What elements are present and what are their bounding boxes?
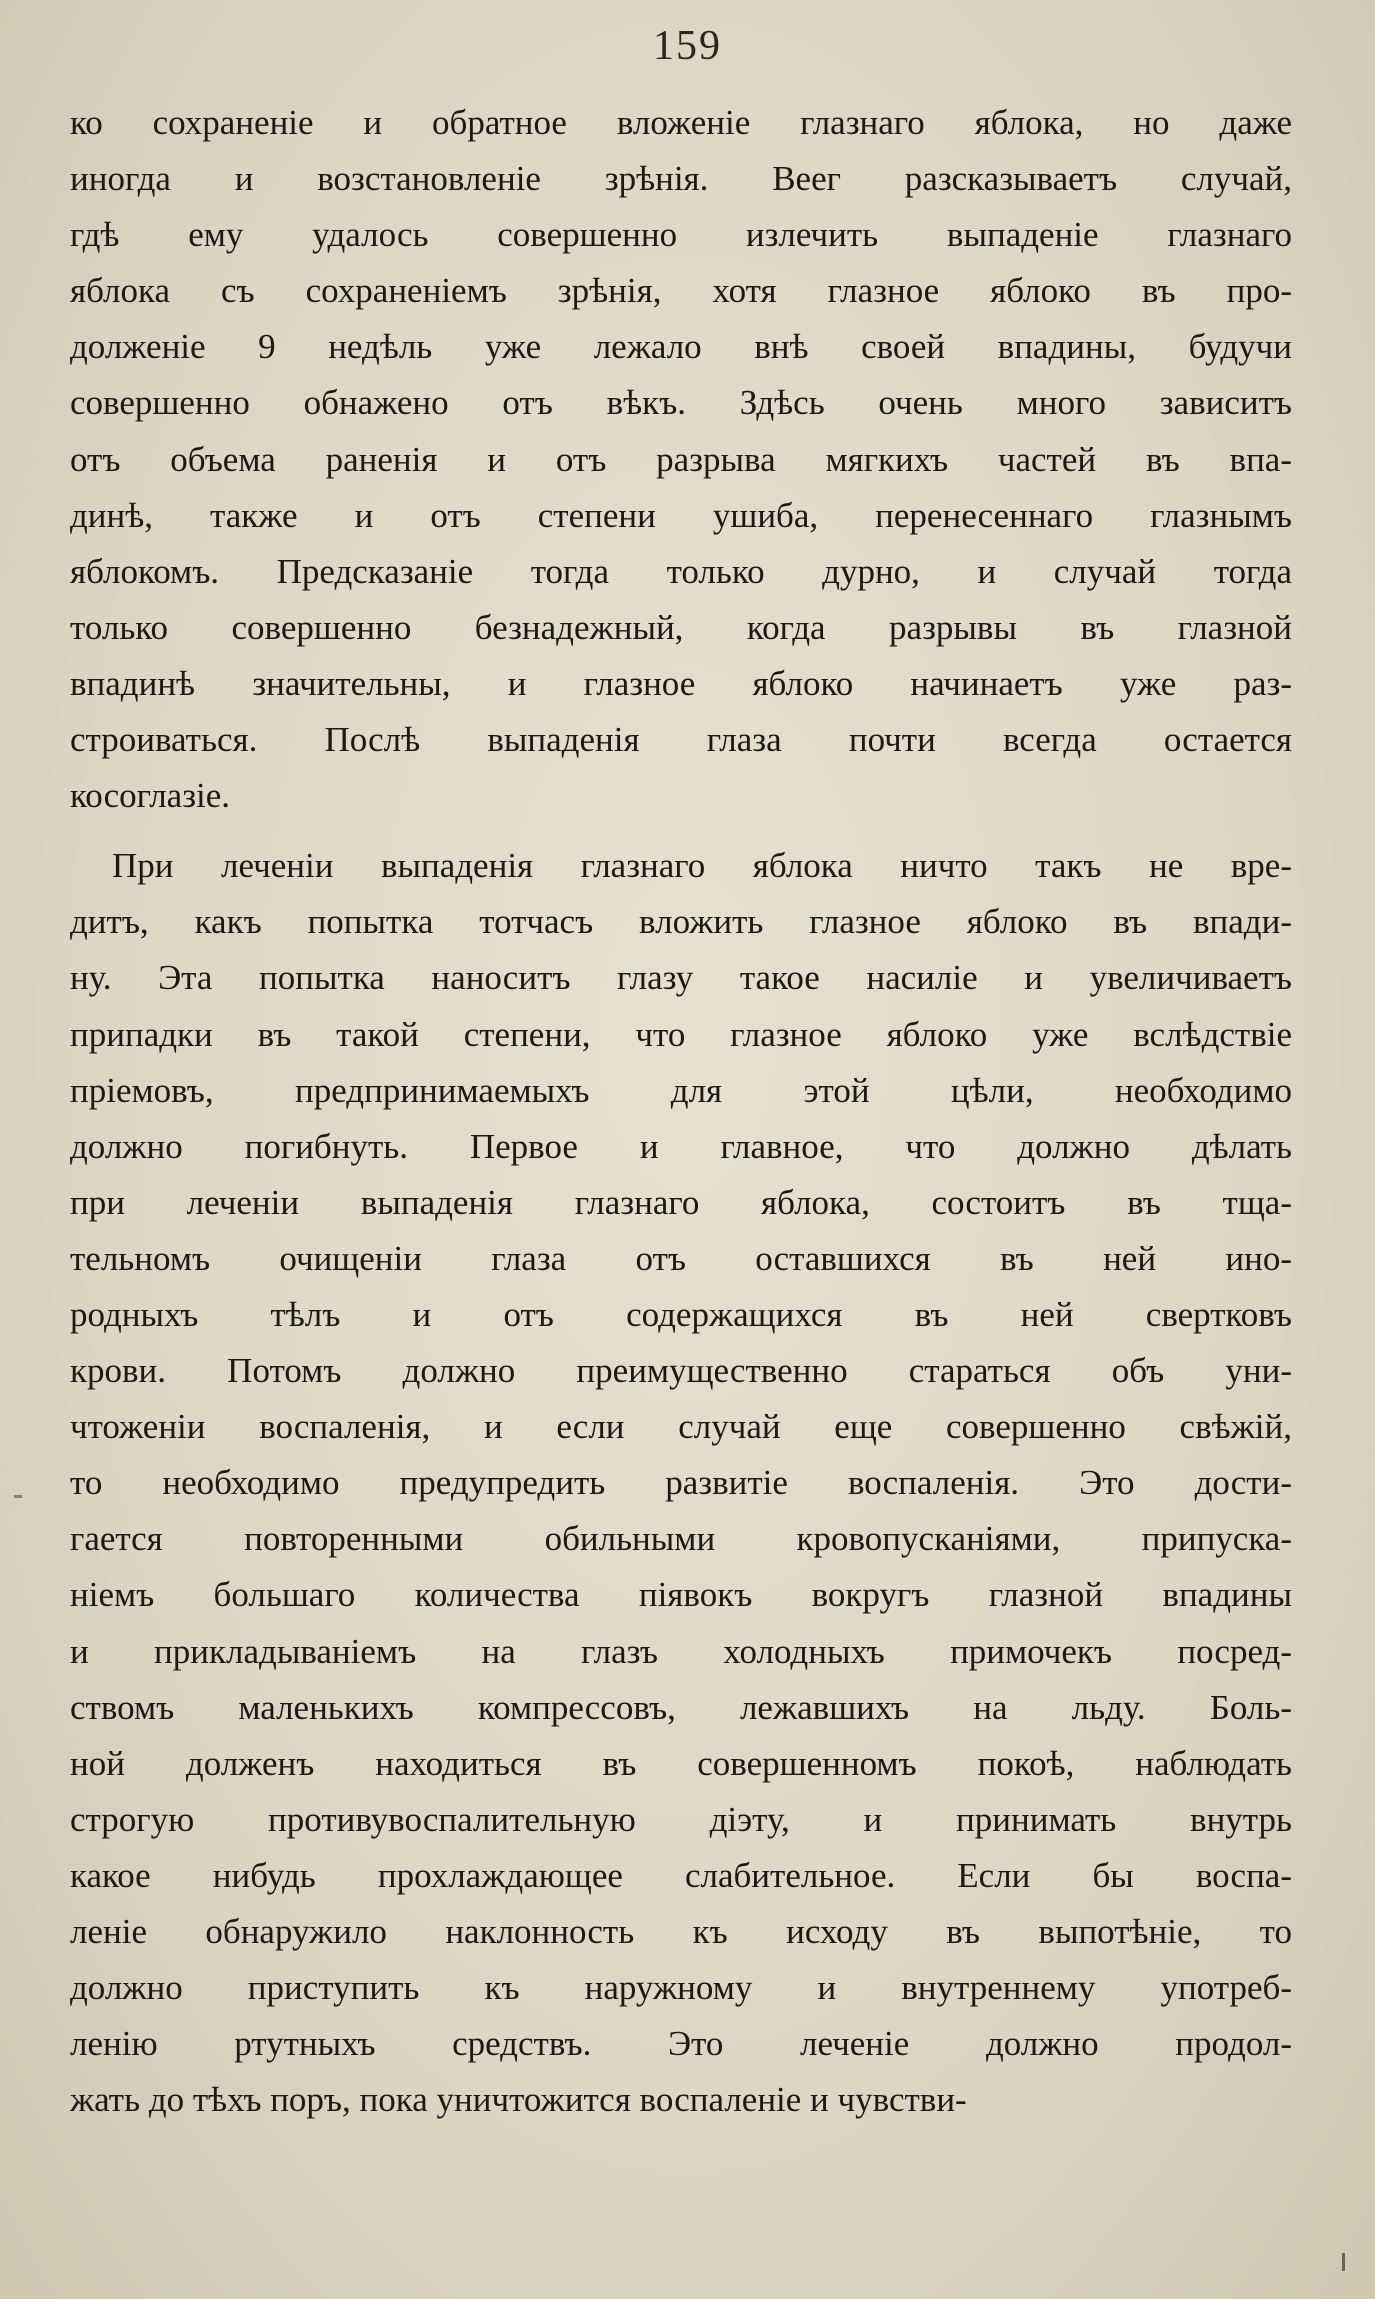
text-line: При леченіи выпаденія глазнаго яблока ничто такъ не вре- [112, 846, 1292, 886]
text-line: какое нибудь прохлаждающее слабительное. Если бы воспа- [70, 1855, 1292, 1895]
text-line: яблока съ сохраненіемъ зрѣнія, хотя глазное яблоко въ про- [70, 271, 1292, 311]
text-line: ной долженъ находиться въ совершенномъ покоѣ, наблюдать [70, 1743, 1292, 1783]
text-line: ствомъ маленькихъ компрессовъ, лежавшихъ на льду. Боль- [70, 1687, 1292, 1727]
text-line: ленію ртутныхъ средствъ. Это леченіе должно продол- [70, 2024, 1292, 2064]
text-line: ну. Эта попытка наноситъ глазу такое насиліе и увеличиваетъ [70, 958, 1292, 998]
body-text [70, 95, 1292, 2128]
text-line: совершенно обнажено отъ вѣкъ. Здѣсь очень много зависитъ [70, 383, 1292, 423]
text-line: леніе обнаружило наклонность къ исходу въ выпотѣніе, то [70, 1912, 1292, 1951]
text-line: строгую противувоспалительную діэту, и принимать внутрь [70, 1799, 1292, 1839]
paragraph-2 [70, 838, 1292, 2128]
page-number: 159 [653, 23, 722, 69]
text-line: отъ объема раненія и отъ разрыва мягкихъ частей въ впа- [70, 439, 1292, 479]
text-line: ніемъ большаго количества піявокъ вокругъ глазной впадины [70, 1575, 1292, 1615]
paragraph-1 [70, 95, 1292, 824]
text-line: жать до тѣхъ поръ, пока уничтожится воспаленіе и чувстви- [70, 2080, 967, 2120]
margin-mark [14, 1495, 22, 1498]
text-line: только совершенно безнадежный, когда разрывы въ глазной [70, 607, 1292, 647]
text-line: при леченіи выпаденія глазнаго яблока, состоитъ въ тща- [70, 1182, 1292, 1222]
text-line: гдѣ ему удалось совершенно излечить выпаденіе глазнаго [70, 215, 1292, 255]
text-line: крови. Потомъ должно преимущественно стараться объ уни- [70, 1351, 1292, 1391]
text-line: впадинѣ значительны, и глазное яблоко начинаетъ уже раз- [70, 663, 1292, 703]
paragraph-gap [70, 824, 1292, 838]
text-line: припадки въ такой степени, что глазное яблоко уже вслѣдствіе [70, 1014, 1292, 1054]
text-line: то необходимо предупредить развитіе воспаленія. Это дости- [70, 1463, 1292, 1503]
text-line: строиваться. Послѣ выпаденія глаза почти всегда остается [70, 720, 1292, 760]
text-line: дитъ, какъ попытка тотчасъ вложить глазное яблоко въ впади- [70, 902, 1292, 942]
text-line: родныхъ тѣлъ и отъ содержащихся въ ней свертковъ [70, 1294, 1292, 1334]
edge-mark [1342, 2253, 1345, 2271]
text-line: чтоженіи воспаленія, и если случай еще совершенно свѣжій, [70, 1407, 1292, 1447]
text-line: должно погибнуть. Первое и главное, что должно дѣлать [70, 1126, 1292, 1166]
text-line: и прикладываніемъ на глазъ холодныхъ примочекъ посред- [70, 1631, 1292, 1671]
text-line: должно приступить къ наружному и внутреннему употреб- [70, 1968, 1292, 2008]
text-line: тельномъ очищеніи глаза отъ оставшихся въ ней ино- [70, 1238, 1292, 1278]
text-line: пріемовъ, предпринимаемыхъ для этой цѣли, необходимо [70, 1070, 1292, 1110]
text-line: долженіе 9 недѣль уже лежало внѣ своей впадины, будучи [70, 327, 1292, 367]
text-line: яблокомъ. Предсказаніе тогда только дурно, и случай тогда [70, 551, 1292, 591]
text-line: ко сохраненіе и обратное вложеніе глазнаго яблока, но даже [70, 103, 1292, 142]
text-line: иногда и возстановленіе зрѣнія. Веег разсказываетъ случай, [70, 159, 1292, 199]
text-line: гается повторенными обильными кровопусканіями, припуска- [70, 1519, 1292, 1559]
text-line: динѣ, также и отъ степени ушиба, перенесеннаго глазнымъ [70, 495, 1292, 535]
text-line: косоглазіе. [70, 776, 231, 816]
